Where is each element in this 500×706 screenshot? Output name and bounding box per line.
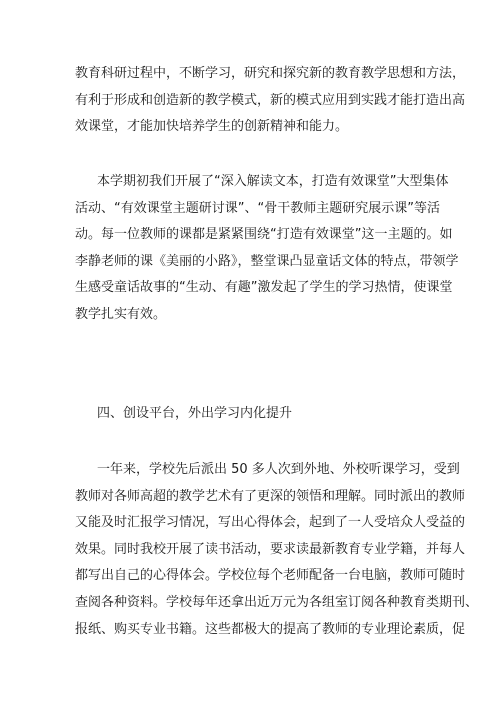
text-line: 效课堂，才能加快培养学生的创新精神和能力。 [75, 119, 349, 135]
text-line: 教学扎实有效。 [75, 306, 167, 322]
text-line: 本学期初我们开展了“深入解读文本，打造有效课堂”大型集体 [97, 174, 449, 189]
paragraph-continuation [75, 61, 466, 141]
paragraph-activities [75, 169, 459, 329]
text-line: 李静老师的课《美丽的小路》，整堂课凸显童话文体的特点，带领学 [75, 253, 459, 269]
text-line: 动。每一位教师的课都是紧紧围绕“打造有效课堂”这一主题的。如 [75, 227, 453, 243]
text-line: 查阅各种资料。学校每年还拿出近万元为各组室订阅各种教育类期刊、 [75, 594, 479, 610]
paragraph-study [75, 457, 479, 643]
text-line: 活动、“有效课堂主题研讨课”、“骨干教师主题研究展示课”等活 [75, 200, 440, 216]
text-line: 有利于形成和创造新的教学模式，新的模式应用到实践才能打造出高 [75, 92, 466, 108]
text-line: 效果。同时我校开展了读书活动，要求读最新教育专业学籍，并每人 [75, 541, 466, 557]
text-line: 生感受童话故事的“生动、有趣”激发起了学生的学习热情，使课堂 [75, 280, 453, 296]
text-line: 一年来，学校先后派出 50 多人次到外地、外校听课学习，受到 [97, 462, 460, 477]
text-line: 教育科研过程中，不断学习，研究和探究新的教育教学思想和方法， [75, 66, 466, 81]
text-line: 教师对各师高超的教学艺术有了更深的领悟和理解。同时派出的教师 [75, 488, 466, 504]
section-heading [75, 401, 427, 428]
text-line: 都写出自己的心得体会。学校位每个老师配备一台电脑，教师可随时 [75, 568, 466, 584]
section-heading-text: 四、创设平台，外出学习内化提升 [97, 406, 293, 421]
text-line: 又能及时汇报学习情况，写出心得体会，起到了一人受培众人受益的 [75, 515, 466, 531]
text-line: 报纸、购买专业书籍。这些都极大的提高了教师的专业理论素质，促 [75, 621, 466, 637]
